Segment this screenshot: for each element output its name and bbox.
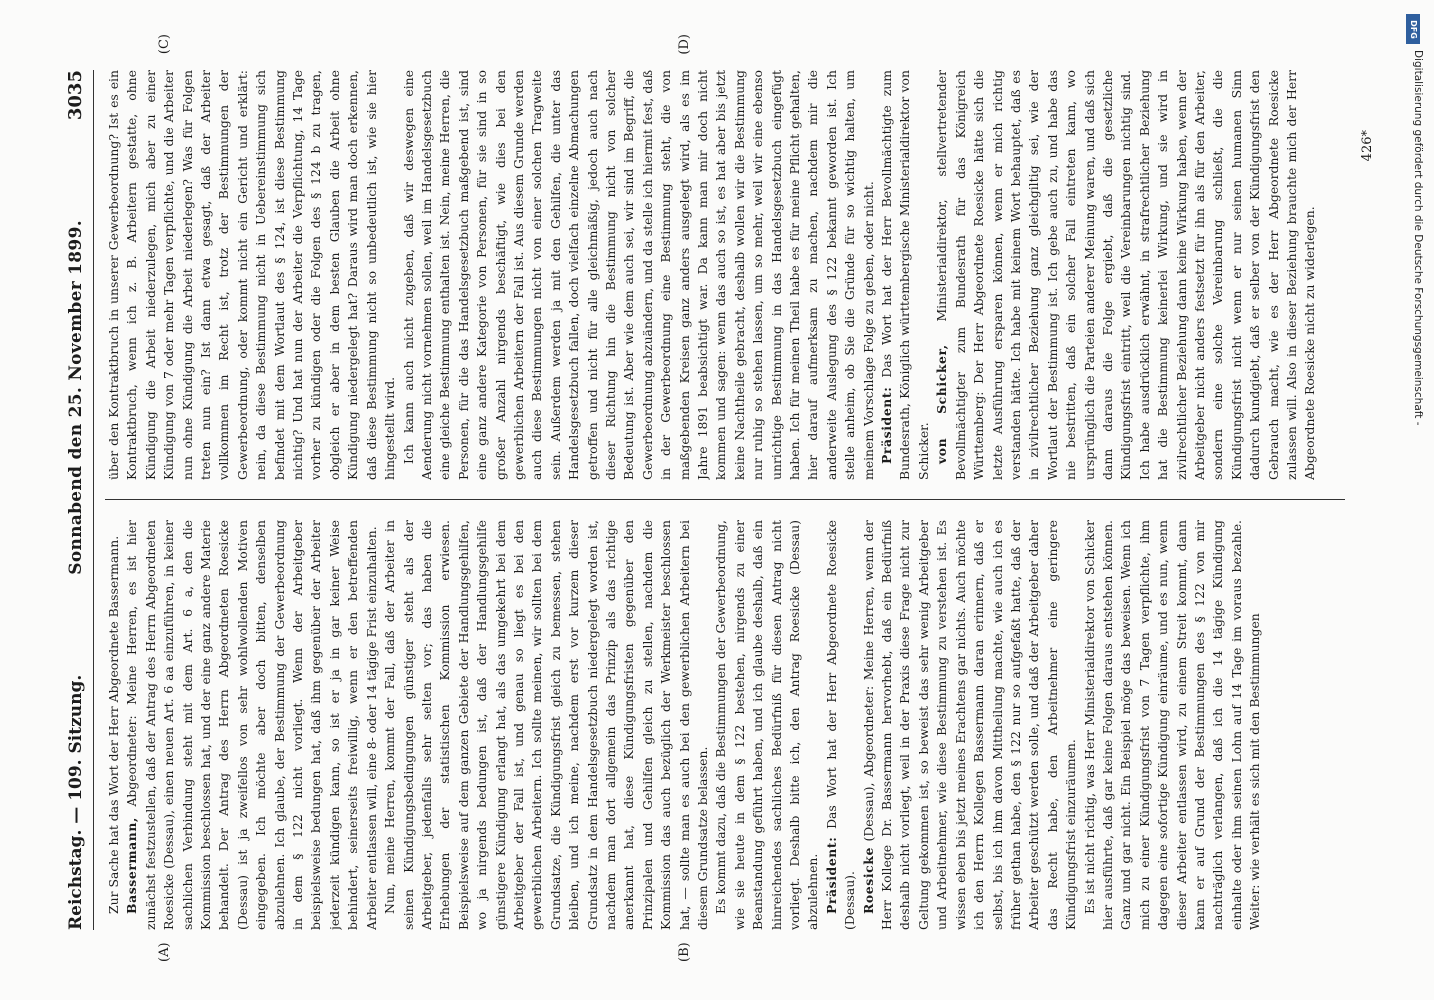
speaker-name: Bassermann,: [124, 817, 140, 914]
paragraph-text: Das Wort hat der Herr Bevollmächtigte zum Bundesrath, Königlich württembergische Ministerialdirektor von Schicker.: [879, 70, 931, 480]
column-divider: [105, 499, 1345, 500]
paragraph: [381, 520, 712, 930]
page-number: 3035: [65, 70, 86, 121]
paragraph-text: Es kommt dazu, daß die Bestimmungen der Gewerbeordnung, wie sie heute in dem § 122 bestehen, nirgends zu einer Beanstandung geführt haben, und ich glaube deshalb, daß ein hinreichendes sachliches Bedürfniß für diesen Antrag nicht vorliegt. Deshalb bitte ich, den Antrag Roesicke (Dessau) abzulehnen.: [713, 520, 821, 930]
paragraph: [105, 70, 400, 480]
margin-mark-a: (A): [157, 942, 172, 962]
document-page: [27, 30, 1407, 970]
paragraph: [823, 520, 860, 930]
paragraph: [878, 70, 933, 480]
paragraph: [123, 520, 381, 930]
paragraph-text: Nun, meine Herren, kommt der Fall, daß der Arbeiter in seinen Kündigungsbedingungen günstiger steht als der Arbeitgeber, jedenfalls sehr selten vor; das haben die Erhebungen der statistischen Kommission erwiesen. Beispielsweise auf dem ganzen Gebiete der Handlungsgehilfen, wo ja nirgends bedungen ist, daß der Handlungsgehilfe günstigere Kündigung erlangt hat, als das umgekehrt bei dem Arbeitgeber der Fall ist, und genau so liegt es bei den gewerblichen Arbeitern. Ich sollte meinen, wir sollten bei dem Grundsatze, die Kündigungsfrist gleich zu bemessen, stehen bleiben, und ich meine, nachdem erst vor kurzem dieser Grundsatz in dem Handelsgesetzbuch niedergelegt worden ist, nachdem man dort allgemein das Prinzip als das richtige anerkannt hat, diese Kündigungsfristen gegenüber den Prinzipalen und Gehilfen gleich zu stellen, nachdem die Kommission das auch bezüglich der Werkmeister beschlossen hat, — sollte man es auch bei den gewerblichen Arbeitern bei diesem Grundsatze belassen.: [382, 520, 710, 930]
speaker-name: von Schicker,: [934, 344, 950, 464]
paragraph-text: Es ist nicht richtig, was Herr Ministerialdirektor von Schicker hier ausführte, daß gar keine Folgen daraus entstehen können. Ganz und gar nicht. Ein Beispiel möge das beweisen. Wenn ich mich zu einer Kündigungsfrist von 7 Tagen verpflichte, ihm dagegen eine sofortige Kündigung einräume, und es nun, wenn dieser Arbeiter entlassen wird, zu einem Streit kommt, dann kann er auf Grund der Bestimmungen des § 122 von mir nachträglich verlangen, daß ich die 14 tägige Kündigung einhalte oder ihm seinen Lohn auf 14 Tage im voraus bezahle. Weiter: wie verhält es sich mit den Bestimmungen: [1081, 520, 1263, 930]
running-header: [65, 70, 89, 930]
dfg-logo: DFG: [1406, 14, 1420, 44]
paragraph-text: über den Kontraktbruch in unserer Gewerbeordnung? Ist es ein Kontraktbruch, wenn ich z. B. Arbeitern gestatte, ohne Kündigung die Arbeit niederzulegen, mich aber zu einer Kündigung von 7 oder mehr Tagen verpflichte, und die Arbeiter nun ohne Kündigung die Arbeit niederlegen? Was für Folgen treten nun ein? Ist dann etwa gesagt, daß der Arbeiter vollkommen im Recht ist, trotz der Bestimmungen der Gewerbeordnung, oder kommt nicht ein Gericht und erklärt: nein, da diese Bestimmung nicht in Uebereinstimmung sich befindet mit dem Wortlaut des § 124, ist diese Bestimmung nichtig? Und hat nun der Arbeiter die Verpflichtung, 14 Tage vorher zu kündigen oder die Folgen des § 124 b zu tragen, obgleich er aber in dem besten Glauben die Arbeit ohne Kündigung niedergelegt hat? Daraus wird man doch erkennen, daß diese Bestimmung nicht so unbedeutlich ist, wie sie hier hingestellt wird.: [106, 70, 398, 480]
paragraph: [860, 520, 1081, 930]
paragraph-text: Ministerialdirektor, stellvertretender Bevollmächtigter zum Bundesrath für das Königreich Württemberg: Der Herr Abgeordnete Roesicke hätte sich die letzte Ausführung ersparen können, wenn er mich richtig verstanden hätte. Ich habe mit keinem Wort behauptet, daß es in zivilrechtlicher Beziehung ganz gleichgiltig sei, wie der Wortlaut der Bestimmung ist. Ich gebe auch zu, und habe das nie bestritten, daß ein solcher Fall eintreten kann, wo ursprünglich die Parteien anderer Meinung waren, und daß sich dann daraus die Folge ergiebt, daß die gesetzliche Kündigungsfrist eintritt, weil die Vereinbarungen nichtig sind. Ich habe ausdrücklich erwähnt, in strafrechtlicher Beziehung hat die Bestimmung keinerlei Wirkung, und sie wird in zivilrechtlicher Beziehung dann keine Wirkung haben, wenn der Arbeitgeber nicht anders festsetzt für ihn als für den Arbeiter, sondern eine solche Vereinbarung schließt, die die Kündigungsfrist nicht wenn er nur seinen humanen Sinn dadurch kundgiebt, daß er selber von der Kündigungsfrist den Gebrauch macht, wie es der Herr Abgeordnete Roesicke zulassen will. Also in dieser Beziehung brauchte mich der Herr Abgeordnete Roesicke nicht zu widerlegen.: [934, 70, 1318, 480]
header-left: Reichstag. — 109. Sitzung.: [66, 674, 86, 930]
speaker-name: Präsident:: [823, 836, 839, 914]
speaker-name: Präsident:: [879, 386, 895, 464]
margin-mark-d: (D): [677, 34, 692, 55]
paragraph-text: Das Wort hat der Herr Abgeordnete Roesicke (Dessau).: [823, 520, 858, 930]
header-rule: [93, 70, 94, 930]
header-date: Sonnabend den 25. November 1899.: [66, 220, 86, 575]
page-signature: 426*: [1360, 130, 1375, 162]
paragraph-text: (Dessau), Abgeordneter: Meine Herren, wenn der Herr Kollege Dr. Bassermann hervorhebt, daß ein Bedürfniß deshalb nicht vorliegt, weil in der Praxis diese Frage nicht zur Geltung gekommen ist, so beweist das sehr wenig Arbeitgeber und Arbeitnehmer, wie diese Bestimmung zu verstehen ist. Es wissen eben bis jetzt meines Erachtens gar nichts. Auch möchte ich den Herrn Kollegen Bassermann daran erinnern, daß er selbst, bis ich ihm davon Mittheilung machte, wie auch ich es früher gethan habe, den § 122 nur so aufgefaßt hatte, daß der Arbeiter geschützt werden solle, und daß der Arbeitgeber daher das Recht habe, den Arbeitnehmer eine geringere Kündigungsfrist einzuräumen.: [860, 520, 1079, 930]
credit-text: Digitalisierung gefördert durch die Deutsche Forschungsgemeinschaft -: [1412, 50, 1424, 426]
paragraph: [933, 70, 1320, 480]
paragraph: [105, 520, 123, 930]
paragraph: [400, 70, 879, 480]
speaker-name: Roesicke: [860, 847, 876, 914]
paragraph: [1081, 520, 1265, 930]
right-column: [105, 70, 1365, 480]
paragraph-text: Ich kann auch nicht zugeben, daß wir deswegen eine Aenderung nicht vornehmen sollen, weil im Handelsgesetzbuch eine gleiche Bestimmung enthalten ist. Nein, meine Herren, die Personen, für die das Handelsgesetzbuch maßgebend ist, sind eine ganz andere Kategorie von Personen, für sie sind in so großer Anzahl nirgends beschäftigt, wie dies bei den gewerblichen Arbeitern der Fall ist. Aus diesem Grunde werden auch diese Bestimmungen nicht von einer solchen Tragweite sein. Außerdem werden ja mit den Gehilfen, die unter das Handelsgesetzbuch fallen, doch vielfach einzelne Abmachungen getroffen und nicht für alle gleichmäßig, jedoch auch nach dieser Richtung hin die Bestimmung nicht von solcher Bedeutung ist. Aber wie dem auch sei, wir sind im Begriff, die Gewerbeordnung abzuändern, und da stelle ich hiermit fest, daß in der Gewerbeordnung eine Bestimmung steht, die von maßgebenden Kreisen ganz anders ausgelegt wird, als es im Jahre 1891 beabsichtigt war. Da kann man mir doch nicht kommen und sagen: wenn das auch so ist, es hat aber bis jetzt keine Nachtheile gebracht, deshalb wollen wir die Bestimmung nur ruhig so stehen lassen, um so mehr, weil wir eine ebenso unrichtige Bestimmung in das Handelsgesetzbuch eingefügt haben. Ich für meinen Theil habe es für meine Pflicht gehalten, hier darauf aufmerksam zu machen, nachdem mir die anderweite Auslegung des § 122 bekannt geworden ist. Ich stelle anheim, ob Sie die Gründe für so wichtig halten, um meinem Vorschlage Folge zu geben, oder nicht.: [400, 70, 876, 480]
paragraph: [712, 520, 822, 930]
margin-mark-b: (B): [677, 942, 692, 962]
paragraph-text: Zur Sache hat das Wort der Herr Abgeordnete Bassermann.: [106, 535, 121, 914]
margin-mark-c: (C): [157, 34, 172, 55]
left-column: [105, 520, 1365, 930]
paragraph-text: Abgeordneter: Meine Herren, es ist hier zunächst festzustellen, daß der Antrag des Herrn Abgeordneten Roesicke (Dessau), einen neuen Art. 6 aa einzuführen, in keiner sachlichen Verbindung steht mit dem Art. 6 a, den die Kommission beschlossen hat, und der eine ganz andere Materie behandelt. Der Antrag des Herrn Abgeordneten Roesicke (Dessau) ist ja zweifellos von sehr wohlwollenden Motiven eingegeben. Ich möchte aber doch bitten, denselben abzulehnen. Ich glaube, der Bestimmung der Gewerbeordnung in dem § 122 nicht vorliegt. Wenn der Arbeitgeber beispielsweise bedungen hat, daß ihm gegenüber der Arbeiter jederzeit kündigen kann, so ist er ja in gar keiner Weise behindert, seinerseits freiwillig, wenn er den betreffenden Arbeiter entlassen will, eine 8- oder 14 tägige Frist einzuhalten.: [124, 520, 379, 930]
digitization-credit: [1390, 6, 1434, 996]
